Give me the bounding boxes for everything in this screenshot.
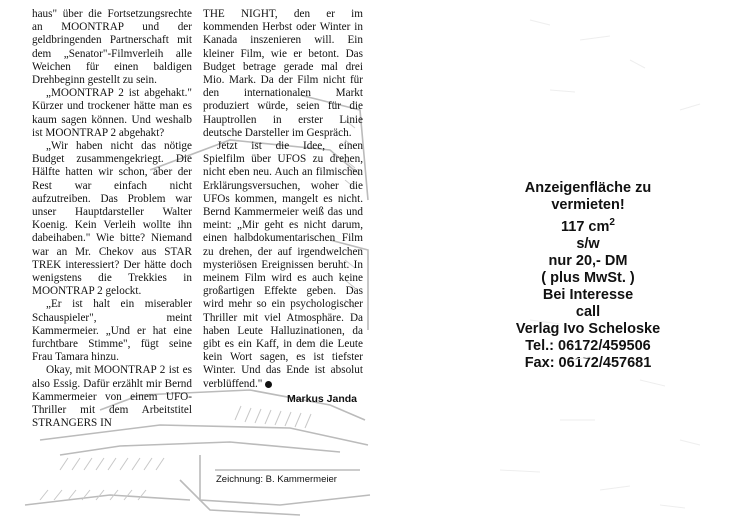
- ad-phone: Tel.: 06172/459506: [525, 337, 651, 354]
- paragraph: „MOONTRAP 2 ist abgehakt." Kürzer und trockener hätte man es kaum sagen können. Und weshalb ist MOONTRAP 2 abgehakt?: [32, 87, 192, 139]
- paragraph-last: [203, 140, 363, 391]
- ad-line: call: [575, 303, 601, 320]
- article-column-1: [32, 8, 192, 431]
- ad-line: s/w: [576, 235, 600, 252]
- ad-line: ( plus MwSt. ): [541, 269, 635, 286]
- illustration-credit: Zeichnung: B. Kammermeier: [216, 474, 337, 485]
- paragraph: haus" über die Fortsetzungsrechte an MOONTRAP und der geldbringenden Partnerschaft mit dem „Senator"-Filmverleih alle Weichen für einen baldigen Drehbeginn gestellt zu sein.: [32, 8, 192, 87]
- paragraph-text: Jetzt ist die Idee, einen Spielfilm über UFOS zu drehen, nicht eben neu. Auch an filmischen Erklärungsversuchen, woher die UFOs kommen, mangelt es nicht. Bernd Kammermeier weiß das und meint: „Mir geht es nicht darum, einen halbdokumentarischen Film zu drehen, der auf irgendwelchen mysteriösen Ereignissen beruht. In meinem Film wird es auch keine großartigen Effekte geben. Das wird mehr so ein psychologischer Thriller mit viel Atmosphäre. Da haben Leute Halluzinationen, da gibt es ein Kaff, in dem die Leute kein Wort sagen, es ist tiefster Winter. Und das Ende ist absolut verblüffend.": [203, 140, 363, 390]
- paragraph: Okay, mit MOONTRAP 2 ist es also Essig. Dafür erzählt mir Bernd Kammermeier von einem UFO-Thriller mit dem Arbeitstitel STRANGERS IN: [32, 364, 192, 430]
- ad-price: nur 20,- DM: [548, 252, 628, 269]
- paragraph: „Er ist halt ein miserabler Schauspieler", meint Kammermeier. „Und er hat eine furchtbare Stimme", fügt seine Frau Tamara hinzu.: [32, 298, 192, 364]
- ad-line: vermieten!: [551, 197, 625, 213]
- ad-size-value: 117 cm: [561, 218, 610, 235]
- scan-noise-icon: [380, 0, 750, 530]
- ad-line: Bei Interesse: [542, 286, 634, 303]
- article-column-2: [203, 8, 363, 406]
- ad-publisher: Verlag Ivo Scheloske: [515, 320, 661, 337]
- paragraph: THE NIGHT, den er im kommenden Herbst oder Winter in Kanada inszenieren will. Ein kleiner Film, wie er betont. Das Budget betrage gerade mal drei Mio. Mark. Da der Film nicht für den internationalen Markt produziert würde, seien für die Hauptrollen in erster Linie deutsche Darsteller im Gespräch.: [203, 8, 363, 139]
- end-dot-icon: [265, 381, 272, 388]
- ad-fax: Fax: 06172/457681: [524, 354, 652, 371]
- paragraph: „Wir haben nicht das nötige Budget zusammengekriegt. Die Hälfte hatten wir schon, aber der Rest war einfach nicht aufzutreiben. Das Problem war unser Hauptdarsteller Walter Koenig. Kein Verleih wollte ihn dabeihaben." Wie bitte? Niemand war an Mr. Chekov aus STAR TREK interessiert? Der hätte doch wenigstens die Trekkies in MOONTRAP 2 gelockt.: [32, 140, 192, 298]
- ad-line: Anzeigenfläche zu: [524, 180, 652, 196]
- ad-size-exponent: 2: [609, 217, 615, 228]
- author-signature: Markus Janda: [286, 392, 357, 405]
